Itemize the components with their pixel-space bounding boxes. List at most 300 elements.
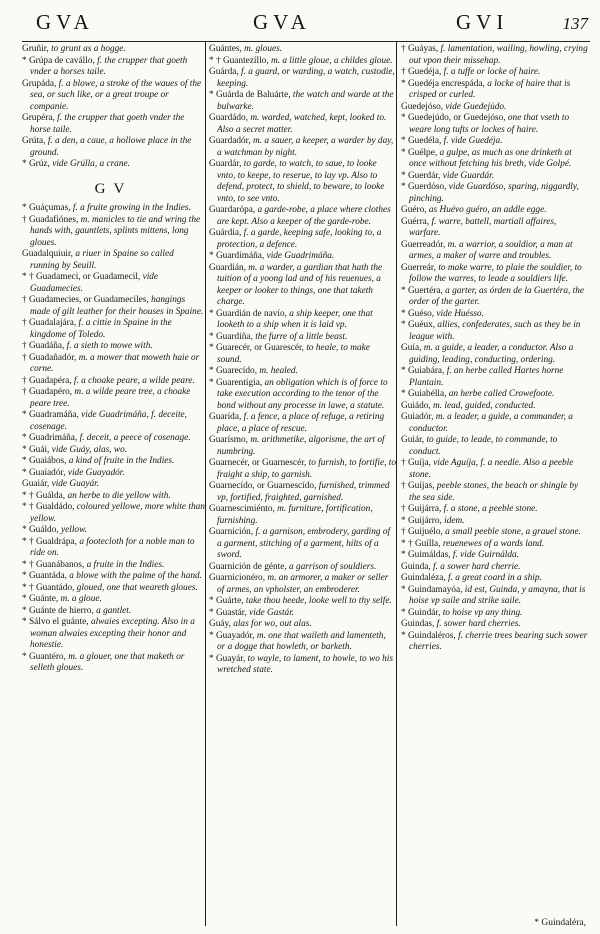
entry-definition: m. a little gloue, a childes gloue. xyxy=(270,55,393,66)
dictionary-entry xyxy=(22,537,205,560)
entry-definition: a blowe with the palme of the hand. xyxy=(69,571,202,581)
entry-headword: Guarnescimiénto, xyxy=(209,504,275,514)
dictionary-entry xyxy=(401,182,589,205)
dictionary-entry xyxy=(22,272,205,295)
entry-definition: f. a choake peare, a wilde peare. xyxy=(73,375,195,386)
entry-definition: as Huévo guéro, an addle egge. xyxy=(428,205,547,215)
entry-headword: * Guerdár, xyxy=(401,170,441,181)
entry-definition: the watch and warde at the bulwarke. xyxy=(217,90,394,112)
entry-headword: * Guárte, xyxy=(209,596,244,606)
dictionary-entry xyxy=(22,136,205,159)
entry-headword: Grupéra, xyxy=(22,113,55,123)
entry-definition: m. manicles to tie and wring the hands with, gauntlets, splints mittens, long gloues. xyxy=(30,214,201,248)
entry-definition: vide Guardóso, sparing, niggardly, pinching. xyxy=(409,182,579,204)
entry-headword: Grupáda, xyxy=(22,78,57,89)
entry-headword: † Guadafiónes, xyxy=(22,214,79,225)
entry-definition: to garde, to watch, to saue, to looke vnto, to keepe, to reserue, to lay vp. Also to defend, protect, to shield, to beware, to looke vnto, to see vnto. xyxy=(217,159,385,204)
dictionary-entry xyxy=(22,56,205,79)
entry-headword: Guántes, xyxy=(209,44,242,54)
entry-headword: * Guéso, xyxy=(401,308,435,319)
header-rule xyxy=(22,41,590,42)
dictionary-entry xyxy=(209,44,396,56)
dictionary-entry xyxy=(22,617,205,652)
entry-headword: Guiádo, xyxy=(401,400,431,411)
dictionary-entry xyxy=(401,148,589,171)
entry-definition: f. a tuffe or locke of haire. xyxy=(443,67,541,77)
entry-definition: allies, confederates, such as they be in league with. xyxy=(409,320,581,342)
dictionary-entry xyxy=(401,286,589,309)
dictionary-entry xyxy=(209,263,396,309)
dictionary-entry xyxy=(401,435,589,458)
entry-definition: to wayle, to lament, to howle, to wo his wretched state. xyxy=(217,653,394,675)
dictionary-entry xyxy=(209,113,396,136)
entry-definition: m. a gloue. xyxy=(60,594,102,604)
entry-definition: f. vide Guedéja. xyxy=(443,136,503,146)
entry-definition: vide Guadrimáña. xyxy=(266,251,335,261)
entry-definition: m. a sauer, a keeper, a warder by day, a watchman by night. xyxy=(217,136,394,158)
dictionary-entry xyxy=(401,516,589,528)
dictionary-entry xyxy=(401,217,589,240)
entry-headword: Guinda, xyxy=(401,561,431,572)
dictionary-entry xyxy=(401,585,589,608)
entry-headword: Grúta, xyxy=(22,136,46,146)
dictionary-entry xyxy=(401,67,589,79)
dictionary-entry xyxy=(22,525,205,537)
entry-definition: take thou heede, looke well to thy selfe. xyxy=(245,596,392,606)
entry-definition: f. a guard, or warding, a watch, custodie, keeping. xyxy=(217,67,395,89)
entry-headword: * Sálvo el guánte, xyxy=(22,617,89,627)
entry-headword: * Grúz, xyxy=(22,159,50,169)
entry-headword: * Guertéra, xyxy=(401,285,443,296)
entry-headword: * Guastár, xyxy=(209,607,247,618)
entry-definition: a locke of haire that is crisped or curled. xyxy=(409,78,571,100)
dictionary-entry xyxy=(209,332,396,344)
dictionary-entry xyxy=(22,491,205,503)
dictionary-entry xyxy=(209,90,396,113)
dictionary-entry xyxy=(401,389,589,401)
entry-headword: * Guadrimáña, xyxy=(22,433,78,443)
entry-headword: * Guéux, xyxy=(401,320,436,330)
entry-definition: m. an armorer, a maker or seller of armes, an vpholster, an embroderer. xyxy=(217,573,389,595)
dictionary-entry xyxy=(401,550,589,562)
entry-definition: reuenewes of a wards land. xyxy=(442,538,545,549)
entry-definition: f. warre, battell, martiall affaires, warfare. xyxy=(409,216,557,238)
entry-definition: a garrison of souldiers. xyxy=(289,561,377,572)
dictionary-entry xyxy=(22,560,205,572)
entry-headword: Guiár, xyxy=(401,435,425,445)
dictionary-entry xyxy=(401,102,589,114)
entry-headword: * Guantáda, xyxy=(22,571,67,581)
dictionary-entry xyxy=(22,341,205,353)
catchword: * Guindaléra, xyxy=(534,918,586,928)
header-left: GVA xyxy=(36,10,94,34)
entry-headword: * Guerdóso, xyxy=(401,182,447,192)
entry-headword: Guéro, xyxy=(401,205,427,215)
entry-definition: vide Huésso. xyxy=(436,308,484,319)
dictionary-entry xyxy=(22,318,205,341)
dictionary-entry xyxy=(209,228,396,251)
entry-headword: † Guadamecies, or Guadameciles, xyxy=(22,295,149,305)
header-right: GVI xyxy=(456,10,509,34)
dictionary-entry xyxy=(209,654,396,677)
dictionary-entry xyxy=(22,249,205,272)
entry-definition: vide Guadamecies. xyxy=(30,272,159,294)
dictionary-entry xyxy=(401,79,589,102)
entry-headword: * Guarecér, or Guarescér, xyxy=(209,343,305,353)
entry-definition: f. a great coard in a ship. xyxy=(447,573,542,583)
dictionary-entry xyxy=(209,67,396,90)
entry-headword: † Guadañadór, xyxy=(22,352,77,363)
dictionary-entry xyxy=(22,215,205,250)
entry-headword: Guadalquiuir, xyxy=(22,249,74,259)
entry-headword: * Guardiña, xyxy=(209,331,253,342)
dictionary-entry xyxy=(401,608,589,620)
entry-definition: a garter, as órden de la Guertéra, the order of the garter. xyxy=(409,285,584,307)
entry-definition: a garde-robe, a place where clothes are kept. Also a keeper of the garde-robe. xyxy=(217,205,391,227)
dictionary-entry xyxy=(209,596,396,608)
dictionary-entry xyxy=(401,240,589,263)
dictionary-entry xyxy=(22,606,205,618)
entry-definition: f. a blowe, a stroke of the waues of the sea, or such like, or a great troupe or companie. xyxy=(30,78,202,112)
entry-definition: m. gloues. xyxy=(244,44,283,54)
entry-headword: Guindaléza, xyxy=(401,573,446,583)
dictionary-entry xyxy=(401,504,589,516)
entry-headword: * Guánte, xyxy=(22,594,59,604)
dictionary-entry xyxy=(22,468,205,480)
dictionary-entry xyxy=(401,263,589,286)
entry-headword: Guérra, xyxy=(401,216,430,227)
entry-definition: a riuer in Spaine so called running by Seuill. xyxy=(30,249,174,271)
entry-definition: a small peeble stone, a grauel stone. xyxy=(445,527,581,537)
entry-definition: an obligation which is of force to take execution according to the tenor of the bond without any processe in lawe, a statute. xyxy=(217,377,388,411)
dictionary-entry xyxy=(209,573,396,596)
entry-definition: f. a fence, a place of refuge, a retiring place, a place of rescue. xyxy=(217,412,385,434)
entry-definition: m. a guide, a leader, a conductor. Also a guiding, leading, conducting, ordering. xyxy=(409,343,574,365)
dictionary-entry xyxy=(401,171,589,183)
entry-definition: f. sower hard cherries. xyxy=(436,619,521,629)
entry-definition: vide Gastár. xyxy=(249,607,295,618)
dictionary-entry xyxy=(401,539,589,551)
entry-headword: * † Guantádo, xyxy=(22,582,75,593)
dictionary-entry xyxy=(22,502,205,525)
entry-headword: † Guáyas, xyxy=(401,44,439,54)
dictionary-entry xyxy=(22,203,205,215)
entry-headword: * Guánte de hierro, xyxy=(22,605,94,616)
entry-definition: a fruite in the Indies. xyxy=(86,559,165,570)
header-center: GVA xyxy=(253,10,311,34)
entry-headword: * Guáçumas, xyxy=(22,203,71,213)
entry-headword: † Guijárra, xyxy=(401,504,442,514)
entry-definition: a ship keeper, one that looketh to a ship when it is laid vp. xyxy=(217,308,373,330)
entry-definition: m. furniture, fortification, furnishing. xyxy=(217,504,373,526)
running-header xyxy=(22,10,588,40)
entry-definition: f. cherrie trees bearing such sower cherries. xyxy=(409,630,588,652)
dictionary-entry xyxy=(401,527,589,539)
dictionary-entry xyxy=(22,79,205,114)
entry-headword: † Guadáña, xyxy=(22,341,65,351)
dictionary-entry xyxy=(22,445,205,457)
entry-headword: Guárdia, xyxy=(209,228,242,238)
dictionary-entry xyxy=(22,295,205,318)
entry-headword: * Guiabára, xyxy=(401,366,445,376)
entry-definition: an herbe to die yellow with. xyxy=(67,490,171,501)
entry-headword: Guarnecér, or Guarnescér, xyxy=(209,458,307,468)
entry-definition: f. a den, a caue, a hollowe place in the ground. xyxy=(30,136,192,158)
dictionary-entry xyxy=(209,631,396,654)
entry-definition: f. lamentation, wailing, howling, crying out vpon their missehap. xyxy=(409,44,588,66)
dictionary-entry xyxy=(22,456,205,468)
entry-headword: Guindas, xyxy=(401,619,435,629)
dictionary-entry xyxy=(209,435,396,458)
entry-definition: a kind of fruite in the Indies. xyxy=(68,456,175,466)
dictionary-entry xyxy=(209,343,396,366)
entry-headword: Guardián, xyxy=(209,262,246,273)
entry-headword: * Guijárro, xyxy=(401,515,442,526)
entry-headword: * Guadramáña, xyxy=(22,410,79,420)
entry-headword: * Guarentígia, xyxy=(209,377,263,388)
entry-definition: m. one that waileth and lamenteth, or a dogge that howleth, or barketh. xyxy=(217,630,386,652)
dictionary-entry xyxy=(209,458,396,481)
dictionary-entry xyxy=(401,309,589,321)
dictionary-entry xyxy=(22,594,205,606)
entry-headword: * † Gualdádo, xyxy=(22,502,75,512)
entry-definition: vide Aguíja, f. a needle. Also a peeble stone. xyxy=(409,458,574,480)
entry-headword: * Guaiábos, xyxy=(22,456,67,466)
entry-headword: * Guélpe, xyxy=(401,147,438,158)
dictionary-entry xyxy=(209,562,396,574)
entry-definition: f. vide Guirnálda. xyxy=(452,550,520,560)
entry-headword: † Guedéja, xyxy=(401,67,442,77)
entry-headword: * Guarecído, xyxy=(209,366,258,376)
entry-definition: alwaies excepting. Also in a woman alwaies excepting their honor and honestie. xyxy=(30,617,195,650)
entry-headword: * Guedéla, xyxy=(401,136,442,146)
entry-headword: Guarída, xyxy=(209,412,242,422)
dictionary-entry xyxy=(209,56,396,68)
entry-headword: * Guáldo, xyxy=(22,525,59,535)
entry-definition: gloued, one that weareth gloues. xyxy=(76,582,198,593)
dictionary-entry xyxy=(22,376,205,388)
column-1 xyxy=(22,44,205,675)
entry-headword: Guardár, xyxy=(209,159,242,169)
entry-definition: id est, Guinda, y amayna, that is hoise vp saile and strike saile. xyxy=(409,584,586,606)
entry-definition: vide Guardár. xyxy=(442,170,495,181)
entry-definition: f. a garde, keeping safe, looking to, a protection, a defence. xyxy=(217,228,382,250)
dictionary-entry xyxy=(401,631,589,654)
entry-definition: f. a sieth to mowe with. xyxy=(66,341,153,351)
entry-headword: Guardadór, xyxy=(209,136,251,146)
page-number: 137 xyxy=(562,14,588,33)
entry-headword: Guarnición de génte, xyxy=(209,561,287,572)
section-heading: GV xyxy=(94,180,133,197)
entry-definition: m. lead, guided, conducted. xyxy=(433,400,536,411)
entry-definition: m. a leader, a guide, a commander, a conductor. xyxy=(409,412,573,434)
entry-definition: m. a warder, a gardian that hath the tuition of a yoong lad and of his reuenues, a keeper or looker to things, one that taketh charge. xyxy=(217,262,383,307)
entry-headword: † Guijuélo, xyxy=(401,527,443,537)
entry-definition: one that vseth to weare long tufts or lockes of haire. xyxy=(409,113,570,135)
entry-headword: * † Gualdrápa, xyxy=(22,536,77,547)
dictionary-entry xyxy=(401,136,589,148)
entry-definition: f. an herbe called Hartes horne Plantain. xyxy=(409,366,564,388)
entry-headword: † Guíjas, xyxy=(401,481,435,491)
entry-definition: m. a mower that moweth haie or corne. xyxy=(30,352,200,374)
entry-headword: * † Guanábanos, xyxy=(22,559,85,570)
entry-headword: * Guedejúdo, or Guedejóso, xyxy=(401,113,506,123)
entry-headword: Guaiár, xyxy=(22,479,50,489)
dictionary-entry xyxy=(22,44,205,56)
entry-headword: † Guadapéro, xyxy=(22,387,73,397)
entry-headword: Guerreadór, xyxy=(401,239,446,250)
dictionary-entry xyxy=(401,320,589,343)
dictionary-entry xyxy=(22,410,205,433)
entry-definition: the furre of a little beast. xyxy=(255,331,348,342)
entry-definition: idem. xyxy=(444,515,465,526)
dictionary-entry xyxy=(22,433,205,445)
dictionary-entry xyxy=(209,504,396,527)
entry-definition: vide Guayadór. xyxy=(67,467,125,478)
entry-definition: m. a wilde peare tree, a choake peare tree. xyxy=(30,387,191,409)
entry-definition: vide Guayár. xyxy=(51,479,100,489)
entry-headword: Guáy, xyxy=(209,619,231,629)
entry-definition: f. a fruite growing in the Indies. xyxy=(72,203,191,213)
dictionary-entry xyxy=(401,562,589,574)
entry-definition: alas for wo, out alas. xyxy=(233,619,312,629)
dictionary-entry xyxy=(401,44,589,67)
entry-headword: * Guardián de navío, xyxy=(209,308,287,319)
dictionary-entry xyxy=(22,571,205,583)
dictionary-entry xyxy=(209,378,396,413)
entry-definition: vide Guáy, alas, wo. xyxy=(51,444,128,455)
entry-headword: * Guardimáña, xyxy=(209,251,265,261)
entry-definition: a footecloth for a noble man to ride on. xyxy=(30,536,195,558)
entry-headword: * Guayár, xyxy=(209,653,246,664)
entry-definition: an herbe called Crowefoote. xyxy=(448,389,555,399)
entry-headword: Guarnecído, or Guarnescído, xyxy=(209,481,317,491)
entry-headword: Guarísmo, xyxy=(209,435,248,445)
entry-headword: † Guadalajára, xyxy=(22,318,77,328)
dictionary-entry xyxy=(401,113,589,136)
entry-headword: Guedejóso, xyxy=(401,101,444,112)
entry-definition: m. healed. xyxy=(259,366,298,376)
entry-definition: a gulpe, as much as one drinketh at once without fetching his breth, vide Golpé. xyxy=(409,147,572,169)
dictionary-entry xyxy=(22,387,205,410)
entry-definition: f. a cittie in Spaine in the kingdome of Toledo. xyxy=(30,318,172,340)
entry-headword: Guía, xyxy=(401,343,422,353)
entry-definition: f. the crupper that goeth vnder a horses taile. xyxy=(30,55,188,77)
entry-headword: Guárda, xyxy=(209,67,239,77)
entry-headword: * Guayadór, xyxy=(209,630,255,641)
entry-headword: * Guaiadór, xyxy=(22,467,66,478)
entry-headword: Guiadór, xyxy=(401,412,434,422)
dictionary-entry xyxy=(209,205,396,228)
entry-headword: * Guindamayóa, xyxy=(401,584,463,595)
entry-headword: † Guíja, xyxy=(401,458,431,468)
entry-definition: to furnish, to fortifie, to fraight a ship, to garnish. xyxy=(217,458,396,480)
entry-headword: * Guái, xyxy=(22,444,50,455)
entry-definition: f. a garnison, embrodery, garding of a garment, stitching of a garment, hilts of a sword. xyxy=(217,527,391,560)
dictionary-entry xyxy=(209,481,396,504)
entry-definition: m. a glouer, one that maketh or selleth gloues. xyxy=(30,651,185,673)
entry-headword: * † Guantezíllo, xyxy=(209,55,269,66)
entry-headword: * Guantéro, xyxy=(22,651,66,662)
dictionary-entry xyxy=(209,309,396,332)
dictionary-entry xyxy=(401,366,589,389)
column-divider xyxy=(396,41,397,926)
entry-headword: * Guiabélla, xyxy=(401,389,447,399)
dictionary-entry xyxy=(401,573,589,585)
entry-headword: * † Guílla, xyxy=(401,538,441,549)
dictionary-entry xyxy=(209,159,396,205)
entry-definition: vide Guadrimáña, f. deceite, cosenage. xyxy=(30,410,187,432)
entry-headword: * Guindár, xyxy=(401,607,441,618)
entry-definition: m. arithmetike, algorisme, the art of numbring. xyxy=(217,435,385,457)
dictionary-entry xyxy=(209,527,396,562)
entry-headword: Guardarópa, xyxy=(209,205,256,215)
entry-definition: yellow. xyxy=(61,525,87,535)
entry-definition: a gantlet. xyxy=(96,605,132,616)
entry-definition: to grunt as a hogge. xyxy=(51,44,126,54)
dictionary-entry xyxy=(22,113,205,136)
column-divider xyxy=(205,41,206,926)
entry-definition: vide Guedejúdo. xyxy=(445,101,507,112)
entry-definition: vide Grúlla, a crane. xyxy=(52,159,130,169)
entry-definition: furnished, trimmed vp, fortified, fraighted, garnished. xyxy=(217,481,390,503)
dictionary-entry xyxy=(209,608,396,620)
dictionary-entry xyxy=(401,458,589,481)
dictionary-entry xyxy=(209,251,396,263)
entry-headword: * Guimáldas, xyxy=(401,550,451,560)
entry-headword: Guarnicionéro, xyxy=(209,573,266,583)
dictionary-entry xyxy=(22,583,205,595)
entry-definition: f. a stone, a peeble stone. xyxy=(443,504,538,514)
entry-definition: peeble stones, the beach or shingle by the sea side. xyxy=(409,481,579,503)
entry-definition: to guide, to leade, to commande, to conduct. xyxy=(409,435,558,457)
entry-definition: hangings made of gilt leather for their houses in Spaine. xyxy=(30,295,204,317)
entry-headword: * Grúpa de cavállo, xyxy=(22,55,95,66)
dictionary-entry xyxy=(401,619,589,631)
dictionary-entry xyxy=(401,343,589,366)
entry-headword: Guerreár, xyxy=(401,262,436,273)
entry-headword: * † Guálda, xyxy=(22,490,66,501)
dictionary-entry xyxy=(209,366,396,378)
column-3 xyxy=(401,44,589,654)
dictionary-entry xyxy=(22,652,205,675)
dictionary-entry xyxy=(401,412,589,435)
entry-headword: * Guindaléros, xyxy=(401,630,456,641)
entry-definition: to hoise vp any thing. xyxy=(442,607,523,618)
entry-headword: Gruñir, xyxy=(22,44,49,54)
entry-definition: to heale, to make sound. xyxy=(217,343,370,365)
dictionary-entry xyxy=(22,159,205,171)
entry-headword: Guarnición, xyxy=(209,527,254,537)
entry-headword: Guardádo, xyxy=(209,113,248,123)
entry-headword: * Guárda de Baluárte, xyxy=(209,90,291,100)
entry-definition: f. a sower hard cherrie. xyxy=(433,561,521,572)
entry-headword: * † Guadameci, or Guadamecil, xyxy=(22,272,141,282)
entry-definition: m. warded, watched, kept, looked to. Also a secret matter. xyxy=(217,113,387,135)
dictionary-entry xyxy=(401,205,589,217)
dictionary-entry xyxy=(22,479,205,491)
entry-definition: m. a warrior, a souldior, a man at armes, a maker of warre and troubles. xyxy=(409,239,573,261)
column-2 xyxy=(209,44,396,677)
entry-definition: f. deceit, a peece of cosenage. xyxy=(79,433,191,443)
dictionary-entry xyxy=(401,401,589,413)
dictionary-entry xyxy=(401,481,589,504)
entry-definition: to make warre, to plaie the souldier, to follow the warres, to leade a souldiers life. xyxy=(409,262,582,284)
dictionary-entry xyxy=(22,353,205,376)
dictionary-entry xyxy=(209,412,396,435)
entry-definition: f. the crupper that goeth vnder the horse taile. xyxy=(30,113,185,135)
entry-headword: * Guedéja encrespáda, xyxy=(401,78,485,89)
